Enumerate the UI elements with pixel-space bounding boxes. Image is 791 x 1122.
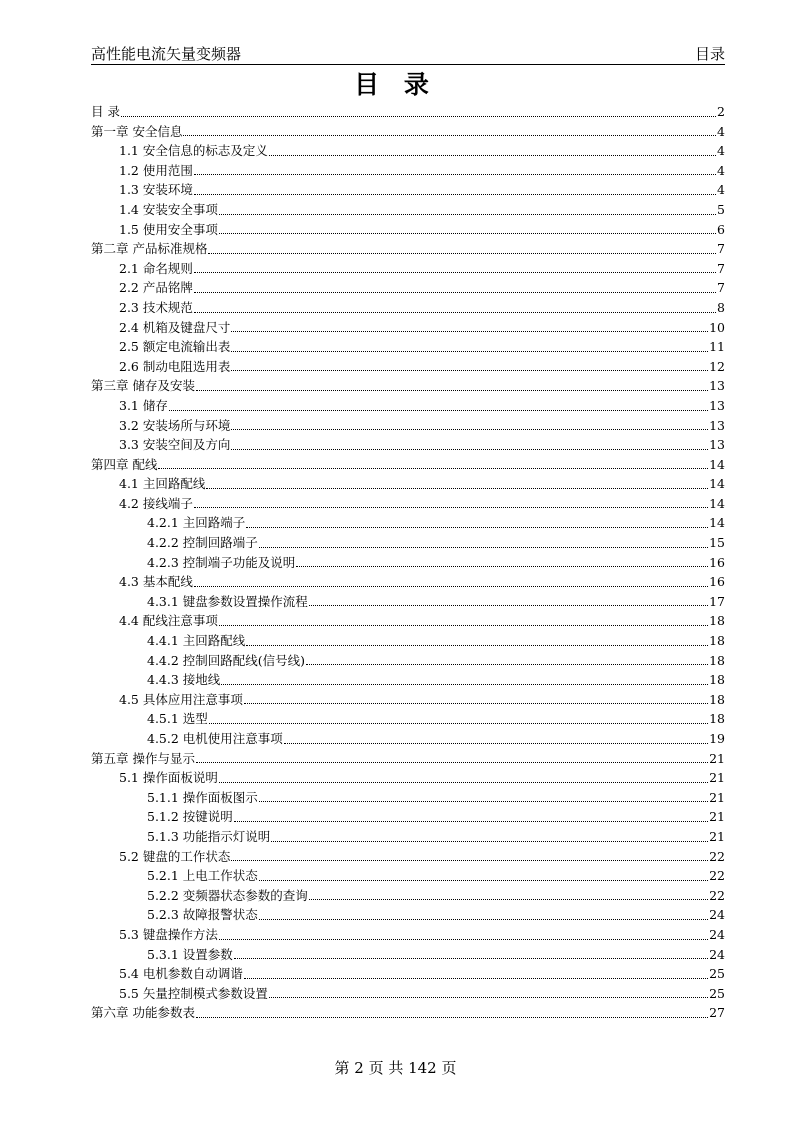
toc-dot-leader: [219, 233, 716, 234]
toc-entry[interactable]: [91, 298, 725, 318]
toc-entry-page: 21: [709, 770, 725, 786]
toc-entry-page: 18: [709, 672, 725, 688]
toc-entry[interactable]: [91, 220, 725, 240]
toc-dot-leader: [269, 155, 716, 156]
toc-entry-title: 4.5.1 选型: [147, 711, 208, 727]
toc-dot-leader: [196, 1017, 708, 1018]
toc-entry[interactable]: [91, 866, 725, 886]
toc-entry-page: 18: [709, 652, 725, 668]
toc-entry[interactable]: [91, 200, 725, 220]
toc-entry[interactable]: [91, 357, 725, 377]
toc-entry-title: 4.3 基本配线: [119, 574, 193, 590]
toc-entry-page: 18: [709, 613, 725, 629]
toc-entry-page: 22: [709, 887, 725, 903]
toc-entry[interactable]: [91, 141, 725, 161]
toc-entry[interactable]: [91, 886, 725, 906]
toc-dot-leader: [309, 899, 708, 900]
toc-entry-title: 2.1 命名规则: [119, 260, 193, 276]
toc-entry-title: 5.2.1 上电工作状态: [147, 868, 258, 884]
toc-entry-title: 5.3 键盘操作方法: [119, 926, 218, 942]
toc-dot-leader: [244, 703, 708, 704]
toc-dot-leader: [208, 253, 716, 254]
toc-entry-page: 24: [709, 926, 725, 942]
toc-dot-leader: [259, 919, 708, 920]
toc-entry[interactable]: [91, 376, 725, 396]
toc-entry[interactable]: [91, 259, 725, 279]
toc-dot-leader: [234, 958, 708, 959]
toc-entry-page: 14: [709, 495, 725, 511]
toc-entry[interactable]: [91, 964, 725, 984]
toc-entry[interactable]: [91, 847, 725, 867]
toc-entry-title: 5.1 操作面板说明: [119, 770, 218, 786]
toc-entry-page: 22: [709, 868, 725, 884]
toc-entry-page: 19: [709, 731, 725, 746]
toc-entry-page: 13: [709, 378, 725, 394]
toc-dot-leader: [194, 312, 716, 313]
toc-dot-leader: [231, 449, 708, 450]
toc-entry-title: 5.2.3 故障报警状态: [147, 907, 258, 923]
toc-dot-leader: [219, 214, 716, 215]
toc-entry-page: 13: [709, 397, 725, 413]
toc-entry[interactable]: [91, 474, 725, 494]
page-title: 目 录: [354, 70, 437, 99]
toc-entry-title: 1.3 安装环境: [119, 182, 193, 198]
toc-entry-page: 12: [709, 358, 725, 374]
toc-entry[interactable]: [91, 729, 725, 749]
toc-entry[interactable]: [91, 435, 725, 455]
toc-entry-title: 1.4 安装安全事项: [119, 201, 218, 217]
toc-dot-leader: [231, 860, 708, 861]
toc-entry[interactable]: [91, 533, 725, 553]
toc-entry-title: 4.2 接线端子: [119, 495, 193, 511]
toc-dot-leader: [194, 174, 716, 175]
toc-entry-page: 16: [709, 574, 725, 590]
toc-entry-title: 3.1 储存: [119, 397, 168, 413]
toc-entry-title: 2.5 额定电流输出表: [119, 339, 231, 355]
toc-dot-leader: [271, 841, 708, 842]
toc-dot-leader: [194, 292, 716, 293]
toc-entry-title: 4.1 主回路配线: [119, 476, 206, 492]
toc-entry[interactable]: [91, 102, 725, 122]
toc-dot-leader: [234, 821, 708, 822]
toc-dot-leader: [244, 978, 708, 979]
toc-entry-title: 5.1.2 按键说明: [147, 809, 233, 825]
toc-entry[interactable]: [91, 651, 725, 671]
page-header: [91, 44, 725, 65]
toc-entry-page: 24: [709, 907, 725, 923]
toc-entry[interactable]: [91, 807, 725, 827]
toc-entry[interactable]: [91, 670, 725, 690]
toc-entry-title: 5.1.1 操作面板图示: [147, 789, 258, 805]
toc-entry[interactable]: [91, 180, 725, 200]
toc-entry-page: 4: [717, 162, 725, 178]
toc-entry-title: 2.2 产品铭牌: [119, 280, 193, 296]
toc-entry[interactable]: [91, 337, 725, 357]
toc-dot-leader: [259, 547, 708, 548]
toc-dot-leader: [219, 782, 708, 783]
toc-entry-title: 4.2.1 主回路端子: [147, 515, 246, 531]
toc-entry-page: 18: [709, 633, 725, 649]
toc-dot-leader: [309, 605, 708, 606]
toc-dot-leader: [194, 272, 716, 273]
toc-entry-page: 21: [709, 750, 725, 766]
toc-entry-title: 3.3 安装空间及方向: [119, 437, 231, 453]
toc-dot-leader: [231, 370, 708, 371]
toc-entry-title: 5.2 键盘的工作状态: [119, 848, 231, 864]
page-footer: 第 2 页 共 142 页: [334, 1059, 457, 1077]
toc-entry-page: 14: [709, 515, 725, 531]
toc-entry[interactable]: [91, 572, 725, 592]
toc-entry-title: 4.4.2 控制回路配线(信号线): [147, 652, 306, 668]
toc-dot-leader: [194, 586, 708, 587]
toc-dot-leader: [306, 664, 708, 665]
toc-entry[interactable]: [91, 749, 725, 769]
toc-dot-leader: [219, 625, 708, 626]
toc-entry[interactable]: [91, 161, 725, 181]
toc-entry-page: 18: [709, 711, 725, 727]
toc-entry-title: 4.2.2 控制回路端子: [147, 535, 258, 551]
toc-entry-page: 22: [709, 848, 725, 864]
toc-entry-title: 第五章 操作与显示: [91, 750, 195, 766]
toc-entry[interactable]: [91, 709, 725, 729]
toc-entry[interactable]: [91, 416, 725, 436]
table-of-contents: [91, 102, 725, 1023]
toc-entry-page: 4: [717, 143, 725, 159]
toc-entry-page: 14: [709, 476, 725, 492]
toc-dot-leader: [231, 429, 708, 430]
toc-dot-leader: [194, 507, 708, 508]
toc-dot-leader: [196, 390, 708, 391]
toc-dot-leader: [121, 116, 716, 117]
toc-entry-title: 目 录: [91, 104, 120, 119]
toc-entry-page: 13: [709, 437, 725, 453]
toc-entry[interactable]: [91, 553, 725, 573]
header-document-title: 高性能电流矢量变频器: [91, 45, 242, 63]
toc-entry-title: 第四章 配线: [91, 456, 158, 472]
toc-dot-leader: [246, 645, 708, 646]
toc-entry-title: 第二章 产品标准规格: [91, 241, 208, 257]
toc-entry-title: 第三章 储存及安装: [91, 378, 195, 394]
toc-entry-page: 4: [717, 123, 725, 139]
toc-entry-page: 27: [709, 1005, 725, 1021]
toc-entry[interactable]: [91, 494, 725, 514]
toc-entry-page: 25: [709, 985, 725, 1001]
toc-dot-leader: [219, 939, 708, 940]
toc-entry-page: 8: [717, 299, 725, 315]
toc-entry[interactable]: [91, 827, 725, 847]
toc-entry-page: 7: [717, 280, 725, 296]
toc-dot-leader: [183, 135, 716, 136]
toc-entry-title: 3.2 安装场所与环境: [119, 417, 231, 433]
toc-entry-title: 4.4.1 主回路配线: [147, 633, 246, 649]
toc-entry-page: 24: [709, 946, 725, 962]
toc-dot-leader: [221, 684, 708, 685]
toc-dot-leader: [169, 410, 708, 411]
toc-entry[interactable]: [91, 396, 725, 416]
toc-dot-leader: [231, 331, 708, 332]
toc-entry-title: 4.5.2 电机使用注意事项: [147, 731, 283, 746]
toc-entry-title: 5.3.1 设置参数: [147, 946, 233, 962]
toc-entry-title: 2.4 机箱及键盘尺寸: [119, 319, 231, 335]
toc-dot-leader: [206, 488, 708, 489]
toc-entry[interactable]: [91, 788, 725, 808]
toc-entry-title: 1.2 使用范围: [119, 162, 193, 178]
toc-dot-leader: [158, 468, 708, 469]
toc-dot-leader: [246, 527, 708, 528]
toc-entry[interactable]: [91, 905, 725, 925]
toc-entry-page: 21: [709, 828, 725, 844]
toc-entry-page: 21: [709, 789, 725, 805]
toc-dot-leader: [259, 880, 708, 881]
toc-entry[interactable]: [91, 513, 725, 533]
toc-entry[interactable]: [91, 631, 725, 651]
toc-entry-title: 4.4 配线注意事项: [119, 613, 218, 629]
toc-dot-leader: [284, 743, 708, 744]
toc-entry-page: 18: [709, 691, 725, 707]
toc-entry-page: 4: [717, 182, 725, 198]
toc-entry-title: 4.3.1 键盘参数设置操作流程: [147, 593, 308, 609]
toc-entry[interactable]: [91, 1003, 725, 1023]
toc-entry-title: 1.1 安全信息的标志及定义: [119, 143, 268, 159]
toc-entry[interactable]: [91, 611, 725, 631]
toc-entry-page: 21: [709, 809, 725, 825]
toc-entry-page: 17: [709, 593, 725, 609]
toc-entry-title: 2.6 制动电阻选用表: [119, 358, 231, 374]
toc-entry-page: 6: [717, 221, 725, 237]
toc-entry-page: 7: [717, 241, 725, 257]
toc-entry-page: 2: [717, 104, 725, 119]
toc-entry-page: 5: [717, 201, 725, 217]
toc-entry-title: 5.1.3 功能指示灯说明: [147, 828, 271, 844]
toc-dot-leader: [196, 762, 708, 763]
toc-entry[interactable]: [91, 278, 725, 298]
toc-entry-page: 10: [709, 319, 725, 335]
toc-entry-title: 4.4.3 接地线: [147, 672, 221, 688]
toc-entry[interactable]: [91, 768, 725, 788]
toc-dot-leader: [296, 566, 708, 567]
toc-entry-page: 16: [709, 554, 725, 570]
toc-entry[interactable]: [91, 455, 725, 475]
toc-entry-title: 1.5 使用安全事项: [119, 221, 218, 237]
toc-entry[interactable]: [91, 690, 725, 710]
toc-entry[interactable]: [91, 945, 725, 965]
toc-dot-leader: [194, 194, 716, 195]
toc-entry-title: 2.3 技术规范: [119, 299, 193, 315]
toc-entry-title: 4.2.3 控制端子功能及说明: [147, 554, 296, 570]
toc-entry-title: 4.5 具体应用注意事项: [119, 691, 243, 707]
toc-entry-title: 第六章 功能参数表: [91, 1005, 195, 1021]
toc-entry[interactable]: [91, 318, 725, 338]
toc-entry[interactable]: [91, 925, 725, 945]
toc-entry-page: 14: [709, 456, 725, 472]
toc-entry-title: 5.4 电机参数自动调谐: [119, 966, 243, 982]
toc-entry-page: 15: [709, 535, 725, 551]
toc-entry[interactable]: [91, 239, 725, 259]
toc-entry-page: 7: [717, 260, 725, 276]
toc-entry-page: 11: [709, 339, 725, 355]
toc-entry-title: 5.5 矢量控制模式参数设置: [119, 985, 268, 1001]
header-section-name: 目录: [694, 45, 725, 63]
toc-entry-page: 25: [709, 966, 725, 982]
toc-dot-leader: [259, 801, 708, 802]
toc-dot-leader: [269, 997, 708, 998]
toc-entry[interactable]: [91, 122, 725, 142]
toc-entry[interactable]: [91, 592, 725, 612]
toc-dot-leader: [209, 723, 708, 724]
toc-entry-title: 5.2.2 变频器状态参数的查询: [147, 887, 308, 903]
toc-entry-title: 第一章 安全信息: [91, 123, 183, 139]
toc-entry-page: 13: [709, 417, 725, 433]
toc-entry[interactable]: [91, 984, 725, 1004]
toc-dot-leader: [231, 351, 708, 352]
